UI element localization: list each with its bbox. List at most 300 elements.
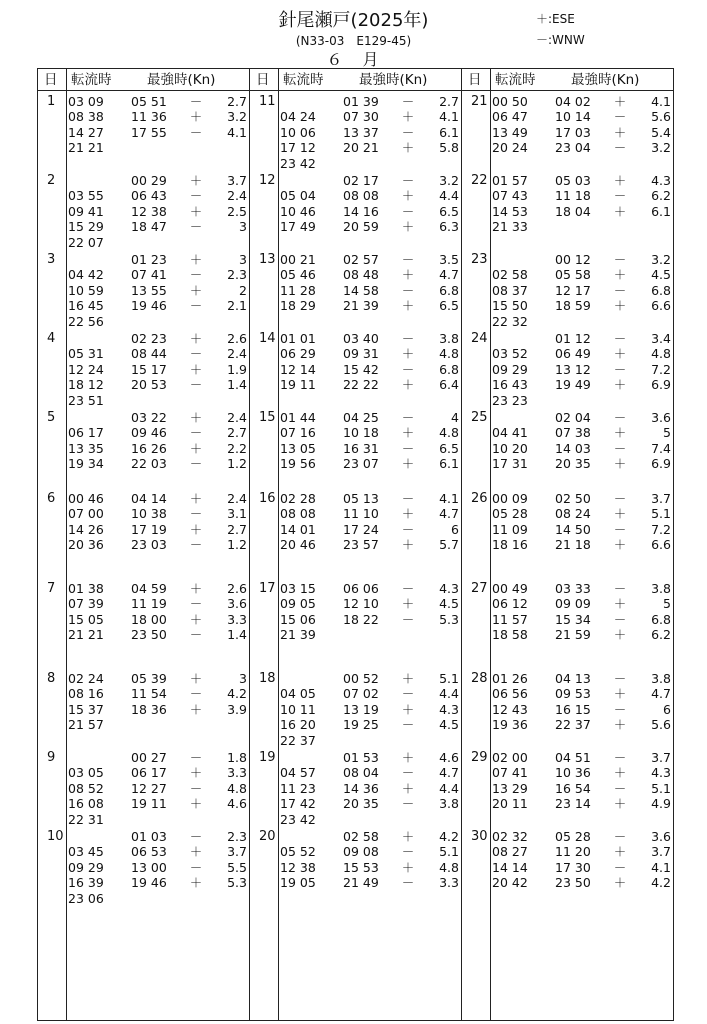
- direction-sign: ＋: [613, 94, 627, 109]
- direction-sign: －: [613, 829, 627, 844]
- max-time: 08 48: [343, 267, 379, 283]
- max-time: 06 43: [131, 188, 167, 204]
- max-speed: 4.7: [651, 686, 671, 702]
- max-time: 09 53: [555, 686, 591, 702]
- max-speed: 3.6: [651, 410, 671, 425]
- max-speed: 5.3: [439, 611, 459, 627]
- direction-sign: ＋: [189, 361, 203, 377]
- turn-time: 03 45: [68, 844, 104, 860]
- max-time: 12 27: [131, 780, 167, 796]
- day-number: 11: [259, 94, 276, 109]
- max-time: 06 06: [343, 581, 379, 596]
- max-time: 19 46: [131, 298, 167, 314]
- direction-sign: －: [401, 94, 415, 109]
- max-time: 08 08: [343, 188, 379, 204]
- turn-time: 23 06: [68, 890, 104, 906]
- max-time: 22 37: [555, 717, 591, 733]
- max-speed: 4.1: [651, 859, 671, 875]
- max-time: 18 36: [131, 701, 167, 717]
- max-speed: 4.8: [227, 780, 247, 796]
- max-speed: 4.3: [651, 173, 671, 188]
- turn-time: 03 09: [68, 94, 104, 109]
- turn-time: 07 39: [68, 596, 104, 612]
- max-speed: 6.1: [439, 124, 459, 140]
- turn-time: 19 34: [68, 456, 104, 472]
- direction-sign: －: [401, 203, 415, 219]
- direction-sign: －: [189, 829, 203, 844]
- max-speed: 2.3: [227, 267, 247, 283]
- max-speed: 4.2: [227, 686, 247, 702]
- max-speed: 3.7: [227, 844, 247, 860]
- direction-sign: －: [401, 252, 415, 267]
- max-time: 16 31: [343, 440, 379, 456]
- max-speed: 4.4: [439, 686, 459, 702]
- turn-time: 00 09: [492, 491, 528, 506]
- direction-sign: ＋: [613, 456, 627, 472]
- turn-time: 01 57: [492, 173, 528, 188]
- direction-sign: －: [189, 267, 203, 283]
- max-speed: 4.7: [439, 267, 459, 283]
- max-speed: 2.7: [227, 94, 247, 109]
- turn-time: 02 00: [492, 750, 528, 765]
- direction-sign: ＋: [613, 425, 627, 441]
- direction-sign: －: [401, 521, 415, 537]
- direction-sign: ＋: [613, 298, 627, 314]
- max-speed: 2.7: [227, 425, 247, 441]
- max-time: 04 02: [555, 94, 591, 109]
- max-speed: 7.2: [651, 521, 671, 537]
- max-speed: 3.7: [227, 173, 247, 188]
- direction-sign: ＋: [189, 581, 203, 596]
- max-speed: 5.4: [651, 124, 671, 140]
- max-time: 14 16: [343, 203, 379, 219]
- max-time: 04 25: [343, 410, 379, 425]
- day-number: 28: [471, 671, 488, 686]
- direction-sign: ＋: [401, 140, 415, 156]
- col-header-max-3: 最強時(Kn): [571, 72, 640, 88]
- turn-time: 14 53: [492, 203, 528, 219]
- max-speed: 2.3: [227, 829, 247, 844]
- direction-sign: －: [189, 377, 203, 393]
- max-speed: 5.3: [227, 875, 247, 891]
- direction-sign: －: [189, 506, 203, 522]
- max-time: 02 58: [343, 829, 379, 844]
- max-time: 01 53: [343, 750, 379, 765]
- turn-time: 10 06: [280, 124, 316, 140]
- day-number: 14: [259, 331, 276, 346]
- turn-time: 03 55: [68, 188, 104, 204]
- direction-sign: ＋: [189, 203, 203, 219]
- max-time: 04 14: [131, 491, 167, 506]
- max-time: 09 31: [343, 346, 379, 362]
- col-header-max-1: 最強時(Kn): [147, 72, 216, 88]
- col-header-day-1: 日: [44, 72, 58, 88]
- direction-sign: －: [613, 859, 627, 875]
- max-speed: 3.8: [439, 331, 459, 346]
- direction-sign: ＋: [401, 456, 415, 472]
- day-number: 1: [47, 94, 56, 109]
- turn-time: 09 41: [68, 203, 104, 219]
- max-speed: 3.2: [439, 173, 459, 188]
- max-time: 20 21: [343, 140, 379, 156]
- max-time: 07 41: [131, 267, 167, 283]
- max-time: 08 24: [555, 506, 591, 522]
- turn-time: 08 38: [68, 109, 104, 125]
- col-header-turn-3: 転流時: [495, 72, 536, 88]
- turn-time: 08 08: [280, 506, 316, 522]
- max-speed: 3.5: [439, 252, 459, 267]
- direction-sign: －: [189, 94, 203, 109]
- max-time: 05 51: [131, 94, 167, 109]
- direction-sign: －: [189, 596, 203, 612]
- max-speed: 4.8: [439, 425, 459, 441]
- max-speed: 4.9: [651, 796, 671, 812]
- day-number: 29: [471, 750, 488, 765]
- max-speed: 3.7: [651, 491, 671, 506]
- turn-time: 08 16: [68, 686, 104, 702]
- turn-time: 00 46: [68, 491, 104, 506]
- max-time: 18 47: [131, 219, 167, 235]
- max-speed: 6.5: [439, 203, 459, 219]
- turn-time: 15 37: [68, 701, 104, 717]
- turn-time: 12 24: [68, 361, 104, 377]
- max-speed: 6.5: [439, 440, 459, 456]
- max-time: 11 54: [131, 686, 167, 702]
- turn-time: 13 35: [68, 440, 104, 456]
- max-time: 21 49: [343, 875, 379, 891]
- direction-sign: ＋: [613, 844, 627, 860]
- max-time: 02 17: [343, 173, 379, 188]
- max-time: 21 59: [555, 627, 591, 643]
- max-time: 23 57: [343, 537, 379, 553]
- turn-time: 21 33: [492, 219, 528, 235]
- direction-sign: －: [189, 456, 203, 472]
- turn-time: 21 39: [280, 627, 316, 643]
- turn-time: 10 20: [492, 440, 528, 456]
- max-speed: 5.6: [651, 109, 671, 125]
- turn-time: 06 56: [492, 686, 528, 702]
- turn-time: 07 41: [492, 765, 528, 781]
- turn-time: 06 12: [492, 596, 528, 612]
- day-number: 8: [47, 671, 56, 686]
- max-time: 19 49: [555, 377, 591, 393]
- max-speed: 3.6: [651, 829, 671, 844]
- turn-time: 17 49: [280, 219, 316, 235]
- direction-sign: －: [189, 346, 203, 362]
- turn-time: 22 31: [68, 811, 104, 827]
- turn-time: 16 20: [280, 717, 316, 733]
- max-speed: 3.4: [651, 331, 671, 346]
- max-time: 06 17: [131, 765, 167, 781]
- direction-sign: ＋: [401, 425, 415, 441]
- max-speed: 2.4: [227, 410, 247, 425]
- turn-time: 19 11: [280, 377, 316, 393]
- max-speed: 4.3: [439, 701, 459, 717]
- turn-time: 01 01: [280, 331, 316, 346]
- turn-time: 23 42: [280, 155, 316, 171]
- turn-time: 15 29: [68, 219, 104, 235]
- max-time: 12 17: [555, 282, 591, 298]
- direction-sign: ＋: [613, 506, 627, 522]
- max-time: 23 03: [131, 537, 167, 553]
- max-time: 11 10: [343, 506, 379, 522]
- max-speed: 4.2: [651, 875, 671, 891]
- max-speed: 3: [239, 671, 247, 686]
- direction-sign: ＋: [613, 267, 627, 283]
- max-speed: 6.2: [651, 188, 671, 204]
- max-speed: 6.8: [439, 282, 459, 298]
- max-speed: 6.9: [651, 377, 671, 393]
- direction-sign: －: [613, 109, 627, 125]
- direction-sign: ＋: [189, 109, 203, 125]
- day-number: 23: [471, 252, 488, 267]
- direction-sign: ＋: [613, 765, 627, 781]
- max-speed: 7.2: [651, 361, 671, 377]
- max-time: 07 30: [343, 109, 379, 125]
- direction-sign: ＋: [189, 765, 203, 781]
- day-number: 24: [471, 331, 488, 346]
- max-time: 14 50: [555, 521, 591, 537]
- turn-time: 00 50: [492, 94, 528, 109]
- max-speed: 2.7: [227, 521, 247, 537]
- direction-sign: ＋: [613, 203, 627, 219]
- max-speed: 2.2: [227, 440, 247, 456]
- direction-sign: －: [189, 298, 203, 314]
- max-speed: 7.4: [651, 440, 671, 456]
- max-speed: 4.5: [439, 596, 459, 612]
- max-speed: 6.4: [439, 377, 459, 393]
- max-speed: 3.3: [227, 765, 247, 781]
- max-speed: 4.8: [439, 859, 459, 875]
- direction-sign: －: [189, 686, 203, 702]
- turn-time: 15 05: [68, 611, 104, 627]
- turn-time: 09 05: [280, 596, 316, 612]
- day-number: 15: [259, 410, 276, 425]
- turn-time: 18 58: [492, 627, 528, 643]
- turn-time: 20 24: [492, 140, 528, 156]
- direction-sign: －: [613, 671, 627, 686]
- max-time: 09 09: [555, 596, 591, 612]
- max-time: 09 46: [131, 425, 167, 441]
- direction-sign: －: [613, 581, 627, 596]
- max-time: 15 53: [343, 859, 379, 875]
- turn-time: 06 29: [280, 346, 316, 362]
- turn-time: 20 46: [280, 537, 316, 553]
- day-number: 18: [259, 671, 276, 686]
- direction-sign: ＋: [401, 346, 415, 362]
- max-speed: 5.1: [439, 671, 459, 686]
- turn-time: 18 16: [492, 537, 528, 553]
- turn-time: 09 29: [492, 361, 528, 377]
- max-speed: 6.8: [439, 361, 459, 377]
- max-speed: 3.1: [227, 506, 247, 522]
- day-number: 5: [47, 410, 56, 425]
- day-number: 27: [471, 581, 488, 596]
- turn-time: 20 36: [68, 537, 104, 553]
- turn-time: 03 05: [68, 765, 104, 781]
- max-speed: 4.1: [227, 124, 247, 140]
- max-time: 13 55: [131, 282, 167, 298]
- day-number: 12: [259, 173, 276, 188]
- direction-sign: ＋: [189, 173, 203, 188]
- direction-sign: ＋: [401, 109, 415, 125]
- direction-sign: －: [189, 627, 203, 643]
- direction-sign: －: [189, 188, 203, 204]
- max-speed: 3: [239, 252, 247, 267]
- max-time: 02 50: [555, 491, 591, 506]
- day-number: 30: [471, 829, 488, 844]
- max-time: 20 35: [555, 456, 591, 472]
- turn-time: 07 16: [280, 425, 316, 441]
- direction-sign: ＋: [189, 875, 203, 891]
- turn-time: 07 00: [68, 506, 104, 522]
- max-time: 23 14: [555, 796, 591, 812]
- max-time: 13 37: [343, 124, 379, 140]
- direction-sign: －: [401, 796, 415, 812]
- day-number: 19: [259, 750, 276, 765]
- day-number: 22: [471, 173, 488, 188]
- max-time: 10 38: [131, 506, 167, 522]
- max-time: 18 22: [343, 611, 379, 627]
- direction-sign: ＋: [189, 282, 203, 298]
- direction-sign: ＋: [613, 537, 627, 553]
- max-time: 17 19: [131, 521, 167, 537]
- day-number: 17: [259, 581, 276, 596]
- max-speed: 5: [663, 596, 671, 612]
- col-header-turn-1: 転流時: [71, 72, 112, 88]
- max-speed: 1.4: [227, 627, 247, 643]
- direction-sign: ＋: [401, 829, 415, 844]
- max-speed: 5.1: [439, 844, 459, 860]
- turn-time: 14 27: [68, 124, 104, 140]
- turn-time: 06 47: [492, 109, 528, 125]
- direction-sign: －: [189, 425, 203, 441]
- max-time: 17 55: [131, 124, 167, 140]
- max-time: 00 29: [131, 173, 167, 188]
- direction-sign: －: [401, 331, 415, 346]
- direction-sign: ＋: [189, 440, 203, 456]
- max-speed: 6: [451, 521, 459, 537]
- max-speed: 3.2: [227, 109, 247, 125]
- turn-time: 13 49: [492, 124, 528, 140]
- direction-sign: ＋: [189, 331, 203, 346]
- max-speed: 5.7: [439, 537, 459, 553]
- max-time: 22 22: [343, 377, 379, 393]
- max-speed: 6.6: [651, 298, 671, 314]
- max-time: 23 50: [131, 627, 167, 643]
- max-time: 11 19: [131, 596, 167, 612]
- max-speed: 3.3: [227, 611, 247, 627]
- max-speed: 5: [663, 425, 671, 441]
- direction-sign: ＋: [613, 686, 627, 702]
- day-number: 6: [47, 491, 56, 506]
- max-time: 06 53: [131, 844, 167, 860]
- max-time: 16 15: [555, 701, 591, 717]
- max-speed: 3.8: [439, 796, 459, 812]
- direction-sign: ＋: [189, 796, 203, 812]
- turn-time: 01 38: [68, 581, 104, 596]
- direction-sign: －: [189, 780, 203, 796]
- direction-sign: ＋: [189, 491, 203, 506]
- direction-sign: －: [401, 410, 415, 425]
- max-time: 03 22: [131, 410, 167, 425]
- max-speed: 4.6: [439, 750, 459, 765]
- max-speed: 3.2: [651, 140, 671, 156]
- turn-time: 19 05: [280, 875, 316, 891]
- max-time: 01 12: [555, 331, 591, 346]
- max-time: 04 51: [555, 750, 591, 765]
- max-speed: 1.4: [227, 377, 247, 393]
- direction-sign: －: [613, 410, 627, 425]
- turn-time: 01 26: [492, 671, 528, 686]
- day-number: 26: [471, 491, 488, 506]
- turn-time: 04 42: [68, 267, 104, 283]
- max-speed: 3.8: [651, 581, 671, 596]
- max-speed: 3.8: [651, 671, 671, 686]
- direction-sign: －: [613, 491, 627, 506]
- turn-time: 21 57: [68, 717, 104, 733]
- max-speed: 6.8: [651, 282, 671, 298]
- direction-sign: －: [613, 331, 627, 346]
- max-time: 12 38: [131, 203, 167, 219]
- turn-time: 14 01: [280, 521, 316, 537]
- max-time: 19 11: [131, 796, 167, 812]
- max-time: 05 03: [555, 173, 591, 188]
- turn-time: 22 32: [492, 313, 528, 329]
- direction-sign: ＋: [613, 346, 627, 362]
- max-time: 23 50: [555, 875, 591, 891]
- direction-sign: ＋: [401, 188, 415, 204]
- max-time: 06 49: [555, 346, 591, 362]
- direction-sign: ＋: [401, 506, 415, 522]
- max-time: 02 23: [131, 331, 167, 346]
- max-time: 21 39: [343, 298, 379, 314]
- max-time: 19 46: [131, 875, 167, 891]
- max-speed: 2.5: [227, 203, 247, 219]
- max-speed: 2: [239, 282, 247, 298]
- turn-time: 05 04: [280, 188, 316, 204]
- turn-time: 05 28: [492, 506, 528, 522]
- turn-time: 04 05: [280, 686, 316, 702]
- max-speed: 4.4: [439, 188, 459, 204]
- max-speed: 3.7: [651, 750, 671, 765]
- max-time: 22 03: [131, 456, 167, 472]
- direction-sign: ＋: [613, 596, 627, 612]
- max-time: 12 10: [343, 596, 379, 612]
- max-time: 14 58: [343, 282, 379, 298]
- direction-sign: －: [189, 750, 203, 765]
- direction-sign: －: [613, 140, 627, 156]
- max-time: 05 13: [343, 491, 379, 506]
- max-speed: 4: [451, 410, 459, 425]
- turn-time: 11 23: [280, 780, 316, 796]
- turn-time: 16 45: [68, 298, 104, 314]
- max-speed: 2.4: [227, 188, 247, 204]
- turn-time: 10 59: [68, 282, 104, 298]
- max-speed: 2.4: [227, 346, 247, 362]
- turn-time: 21 21: [68, 627, 104, 643]
- max-time: 16 54: [555, 780, 591, 796]
- max-time: 01 03: [131, 829, 167, 844]
- turn-time: 18 29: [280, 298, 316, 314]
- turn-time: 03 52: [492, 346, 528, 362]
- direction-sign: ＋: [613, 796, 627, 812]
- turn-time: 12 14: [280, 361, 316, 377]
- max-speed: 6.2: [651, 627, 671, 643]
- day-number: 13: [259, 252, 276, 267]
- turn-time: 02 32: [492, 829, 528, 844]
- max-speed: 6.1: [651, 203, 671, 219]
